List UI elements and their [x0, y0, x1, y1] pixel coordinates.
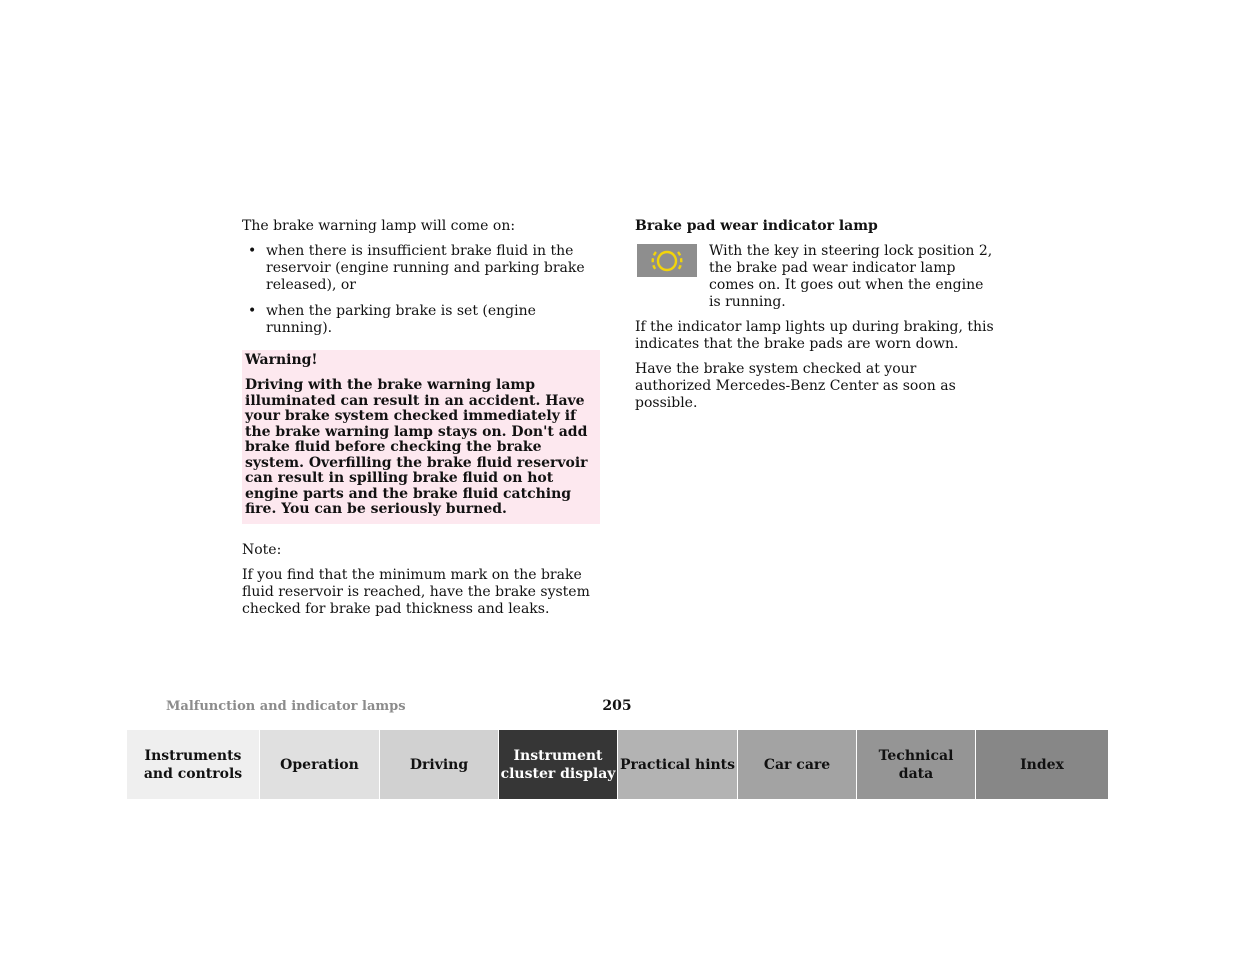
tab-index[interactable]: Index [975, 730, 1108, 799]
tab-instrument-cluster-display[interactable]: Instrument cluster display [498, 730, 617, 799]
warning-title: Warning! [245, 352, 318, 368]
paragraph-service: Have the brake system checked at your authorized Mercedes-Benz Center as soon as possible. [635, 361, 956, 411]
note-text: If you find that the minimum mark on the brake fluid reservoir is reached, have the brake system checked for brake pad thickness and leaks. [242, 566, 590, 617]
bullet-text: when there is insufficient brake fluid in the reservoir (engine running and parking brake released), or [266, 243, 585, 293]
lamp-description: With the key in steering lock position 2, the brake pad wear indicator lamp comes on. It goes out when the engine is running. [709, 243, 993, 310]
paragraph-worn-pads: If the indicator lamp lights up during braking, this indicates that the brake pads are worn down. [635, 319, 994, 352]
tab-car-care[interactable]: Car care [737, 730, 856, 799]
left-column [242, 218, 600, 618]
brake-pad-wear-icon [637, 244, 697, 277]
tab-instruments-and-controls[interactable]: Instruments and controls [127, 730, 259, 799]
list-item [242, 243, 600, 294]
tab-operation[interactable]: Operation [259, 730, 379, 799]
tab-practical-hints[interactable]: Practical hints [617, 730, 737, 799]
right-column [635, 218, 995, 420]
bullet-icon: • [248, 243, 257, 259]
section-heading: Brake pad wear indicator lamp [635, 218, 878, 234]
bullet-icon: • [248, 303, 257, 319]
bullet-list [242, 243, 600, 337]
section-nav [127, 730, 1108, 799]
note-label: Note: [242, 541, 282, 558]
lamp-row [635, 243, 995, 311]
brake-pad-wear-symbol [647, 247, 687, 275]
intro-text: The brake warning lamp will come on: [242, 218, 516, 234]
list-item [242, 303, 600, 337]
warning-body: Driving with the brake warning lamp illuminated can result in an accident. Have your brake system checked immediately if the brake warning lamp stays on. Don't add brake fluid before checking the brake system. Overfilling the brake fluid reservoir can result in spilling brake fluid on hot engine parts and the brake fluid catching fire. You can be seriously burned. [245, 377, 588, 517]
warning-box [242, 350, 600, 524]
tab-technical-data[interactable]: Technical data [856, 730, 975, 799]
tab-driving[interactable]: Driving [379, 730, 498, 799]
page-number: 205 [602, 698, 632, 714]
footer-section-title: Malfunction and indicator lamps [166, 699, 406, 714]
bullet-text: when the parking brake is set (engine running). [266, 303, 536, 336]
